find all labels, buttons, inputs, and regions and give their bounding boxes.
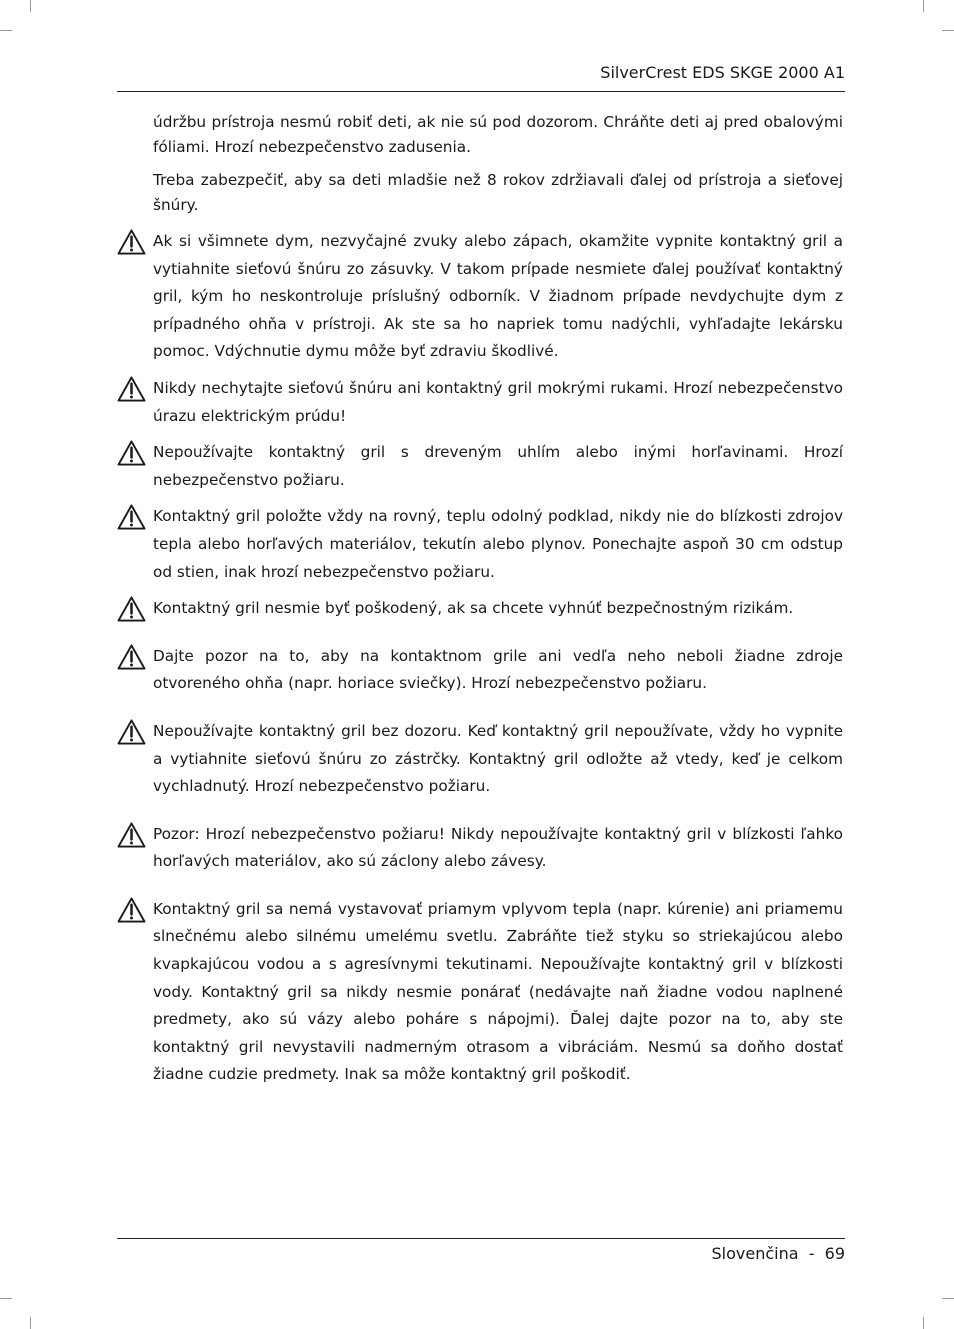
crop-mark	[923, 1317, 924, 1329]
warning-text: Pozor: Hrozí nebezpečenstvo požiaru! Nikdy nepoužívajte kontaktný gril v blízkosti ľahko horľavých materiálov, ako sú záclony alebo závesy.	[153, 824, 843, 871]
warning-item	[153, 643, 843, 698]
warning-triangle-icon	[117, 229, 146, 255]
crop-mark	[0, 30, 12, 31]
warning-item	[153, 503, 843, 586]
warning-triangle-icon	[117, 822, 146, 848]
warning-item	[153, 718, 843, 801]
warning-text: Kontaktný gril sa nemá vystavovať priamym vplyvom tepla (napr. kúrenie) ani priamemu slnečnému alebo silnému umelému svetlu. Zabráňte tiež styku so striekajúcou alebo kvapkajúcou vodou a s agresívnymi tekutinami. Nepoužívajte kontaktný gril v blízkosti vody. Kontaktný gril sa nikdy nesmie ponárať (nedávajte naň žiadne vodou naplnené predmety, ako sú vázy alebo poháre s nápojmi). Ďalej dajte pozor na to, aby ste kontaktný gril nevystavili nadmerným otrasom a vibráciám. Nesmú sa doňho dostať žiadne cudzie predmety. Inak sa môže kontaktný gril poškodiť.	[153, 899, 843, 1084]
warning-triangle-icon	[117, 376, 146, 402]
page-content	[153, 110, 843, 1089]
warning-text: Dajte pozor na to, aby na kontaktnom grile ani vedľa neho neboli žiadne zdroje otvoreného ohňa (napr. horiace sviečky). Hrozí nebezpečenstvo požiaru.	[153, 646, 843, 693]
warning-item	[153, 375, 843, 430]
warning-triangle-icon	[117, 719, 146, 745]
crop-mark	[0, 1298, 12, 1299]
warning-text: Nepoužívajte kontaktný gril s dreveným uhlím alebo inými horľavinami. Hrozí nebezpečenstvo požiaru.	[153, 443, 843, 489]
warning-text: Nikdy nechytajte sieťovú šnúru ani kontaktný gril mokrými rukami. Hrozí nebezpečenstvo úrazu elektrickým prúdu!	[153, 378, 843, 425]
warning-triangle-icon	[117, 596, 146, 622]
warning-item	[153, 595, 843, 623]
footer-rule	[117, 1238, 845, 1239]
crop-mark	[942, 30, 954, 31]
warning-text: Ak si všimnete dym, nezvyčajné zvuky alebo zápach, okamžite vypnite kontaktný gril a vytiahnite sieťovú šnúru zo zásuvky. V takom prípade nesmiete ďalej používať kontaktný gril, kým ho neskontroluje príslušný odborník. V žiadnom prípade nevdychujte dym z prípadného ohňa v prístroji. Ak ste sa ho napriek tomu nadýchli, vyhľadajte lekársku pomoc. Vdýchnutie dymu môže byť zdraviu škodlivé.	[153, 232, 843, 361]
intro-paragraph: údržbu prístroja nesmú robiť deti, ak nie sú pod dozorom. Chráňte deti aj pred obalovými fóliami. Hrozí nebezpečenstvo zadusenia.	[153, 113, 843, 156]
crop-mark	[923, 0, 924, 12]
warning-item	[153, 439, 843, 494]
warning-text: Kontaktný gril položte vždy na rovný, teplu odolný podklad, nikdy nie do blízkosti zdrojov tepla alebo horľavých materiálov, tekutín alebo plynov. Ponechajte aspoň 30 cm odstup od stien, inak hrozí nebezpečenstvo požiaru.	[153, 507, 843, 581]
warning-triangle-icon	[117, 504, 146, 530]
crop-mark	[30, 1317, 31, 1329]
intro-paragraph: Treba zabezpečiť, aby sa deti mladšie než 8 rokov zdržiavali ďalej od prístroja a sieťovej šnúry.	[153, 171, 843, 214]
crop-mark	[942, 1298, 954, 1299]
warning-item	[153, 228, 843, 366]
warning-triangle-icon	[117, 897, 146, 923]
warning-item	[153, 821, 843, 876]
warning-text: Nepoužívajte kontaktný gril bez dozoru. Keď kontaktný gril nepoužívate, vždy ho vypnite a vytiahnite sieťovú šnúru zo zástrčky. Kontaktný gril odložte až vtedy, keď je celkom vychladnutý. Hrozí nebezpečenstvo požiaru.	[153, 721, 843, 796]
warning-item	[153, 896, 843, 1089]
warning-text: Kontaktný gril nesmie byť poškodený, ak sa chcete vyhnúť bezpečnostným rizikám.	[153, 599, 794, 618]
page-footer: Slovenčina - 69	[711, 1244, 845, 1263]
header-rule	[117, 91, 845, 92]
crop-mark	[30, 0, 31, 12]
page-header: SilverCrest EDS SKGE 2000 A1	[600, 63, 845, 82]
warning-triangle-icon	[117, 644, 146, 670]
warning-triangle-icon	[117, 440, 146, 466]
